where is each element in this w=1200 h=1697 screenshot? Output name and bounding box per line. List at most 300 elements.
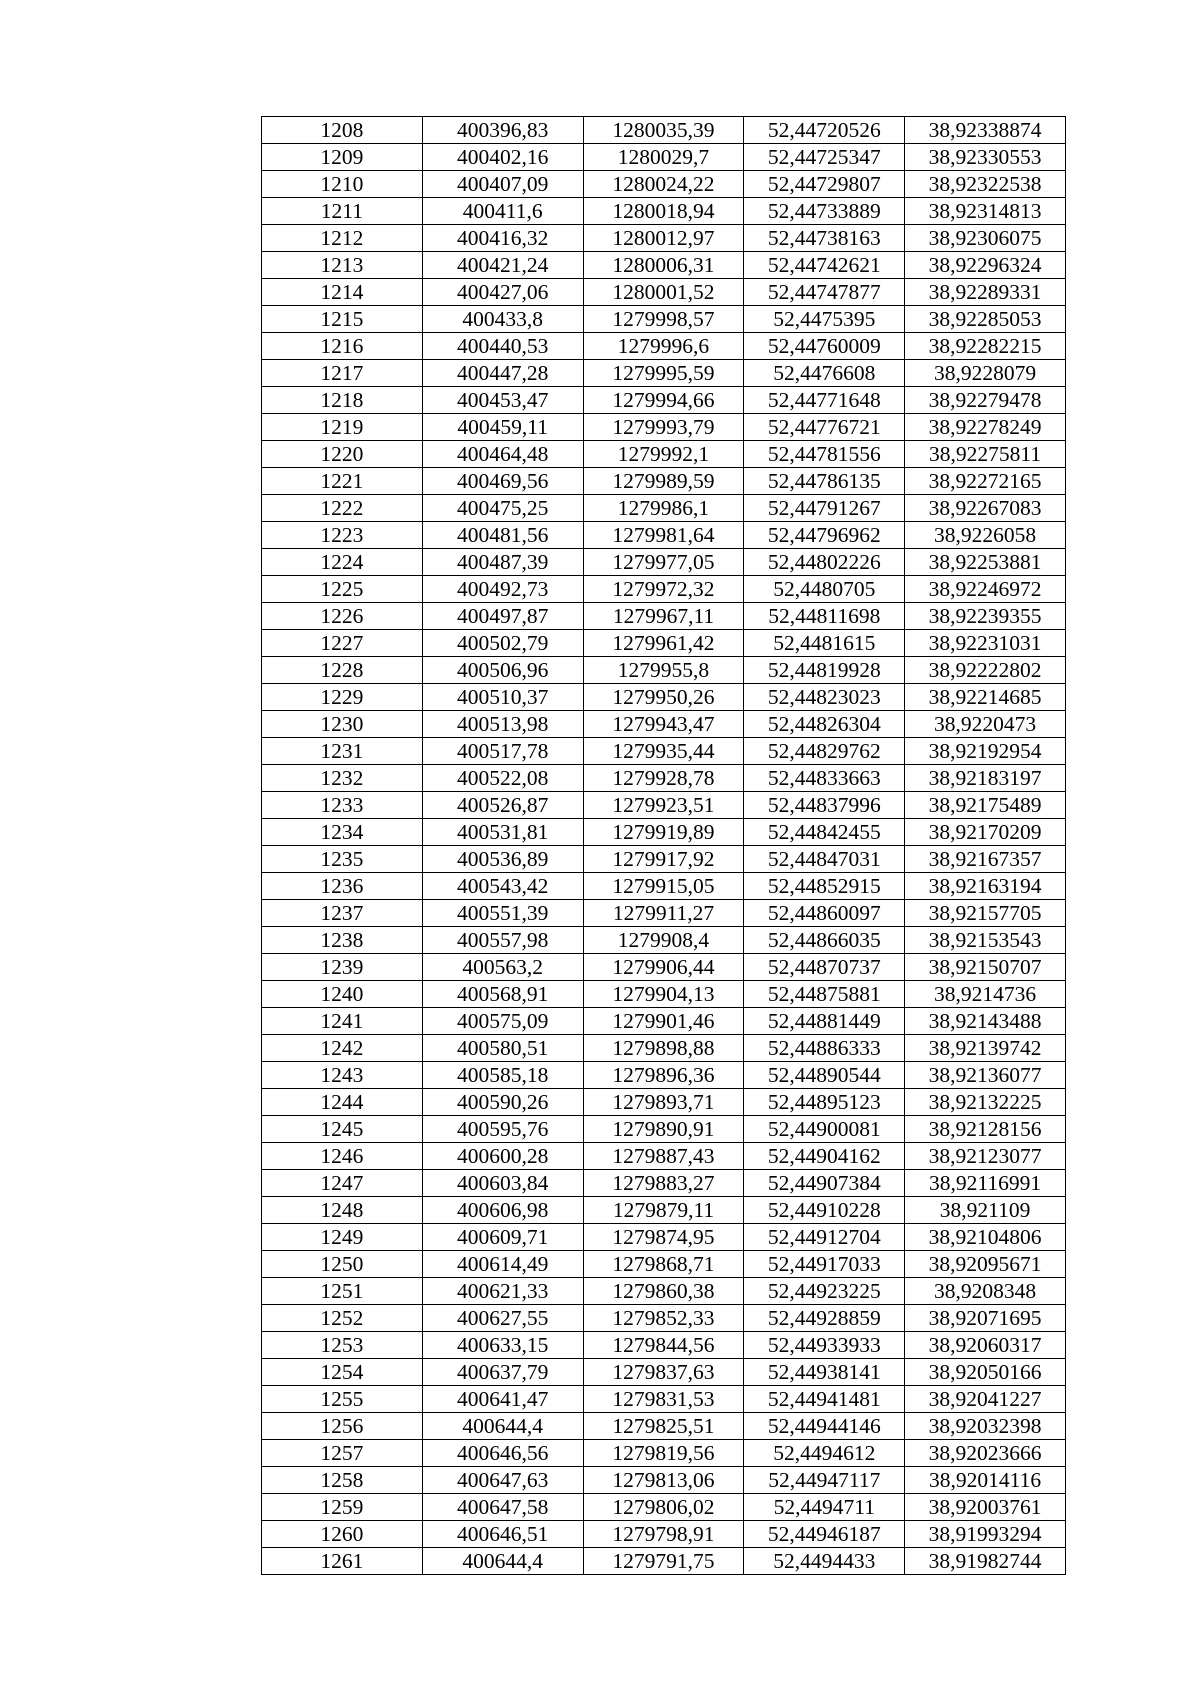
- point-number-cell: 1235: [262, 846, 423, 873]
- longitude-cell: 38,92060317: [905, 1332, 1066, 1359]
- latitude-cell: 52,44890544: [744, 1062, 905, 1089]
- point-number-cell: 1251: [262, 1278, 423, 1305]
- point-number-cell: 1215: [262, 306, 423, 333]
- longitude-cell: 38,92175489: [905, 792, 1066, 819]
- point-number-cell: 1259: [262, 1494, 423, 1521]
- latitude-cell: 52,44776721: [744, 414, 905, 441]
- x-coordinate-cell: 400568,91: [422, 981, 583, 1008]
- latitude-cell: 52,44842455: [744, 819, 905, 846]
- point-number-cell: 1239: [262, 954, 423, 981]
- point-number-cell: 1213: [262, 252, 423, 279]
- latitude-cell: 52,44946187: [744, 1521, 905, 1548]
- table-row: [262, 765, 1066, 792]
- latitude-cell: 52,44826304: [744, 711, 905, 738]
- longitude-cell: 38,92272165: [905, 468, 1066, 495]
- latitude-cell: 52,44917033: [744, 1251, 905, 1278]
- latitude-cell: 52,44860097: [744, 900, 905, 927]
- latitude-cell: 52,44875881: [744, 981, 905, 1008]
- point-number-cell: 1248: [262, 1197, 423, 1224]
- longitude-cell: 38,92275811: [905, 441, 1066, 468]
- table-row: [262, 198, 1066, 225]
- y-coordinate-cell: 1280012,97: [583, 225, 744, 252]
- x-coordinate-cell: 400510,37: [422, 684, 583, 711]
- point-number-cell: 1249: [262, 1224, 423, 1251]
- point-number-cell: 1250: [262, 1251, 423, 1278]
- x-coordinate-cell: 400517,78: [422, 738, 583, 765]
- latitude-cell: 52,44781556: [744, 441, 905, 468]
- latitude-cell: 52,44760009: [744, 333, 905, 360]
- x-coordinate-cell: 400513,98: [422, 711, 583, 738]
- point-number-cell: 1214: [262, 279, 423, 306]
- longitude-cell: 38,92306075: [905, 225, 1066, 252]
- longitude-cell: 38,91982744: [905, 1548, 1066, 1575]
- table-row: [262, 117, 1066, 144]
- x-coordinate-cell: 400627,55: [422, 1305, 583, 1332]
- latitude-cell: 52,44928859: [744, 1305, 905, 1332]
- x-coordinate-cell: 400641,47: [422, 1386, 583, 1413]
- x-coordinate-cell: 400464,48: [422, 441, 583, 468]
- x-coordinate-cell: 400492,73: [422, 576, 583, 603]
- table-row: [262, 1494, 1066, 1521]
- y-coordinate-cell: 1279967,11: [583, 603, 744, 630]
- table-row: [262, 1143, 1066, 1170]
- point-number-cell: 1253: [262, 1332, 423, 1359]
- table-row: [262, 1197, 1066, 1224]
- table-row: [262, 468, 1066, 495]
- longitude-cell: 38,92322538: [905, 171, 1066, 198]
- latitude-cell: 52,44933933: [744, 1332, 905, 1359]
- x-coordinate-cell: 400557,98: [422, 927, 583, 954]
- latitude-cell: 52,44833663: [744, 765, 905, 792]
- latitude-cell: 52,44941481: [744, 1386, 905, 1413]
- x-coordinate-cell: 400459,11: [422, 414, 583, 441]
- longitude-cell: 38,92014116: [905, 1467, 1066, 1494]
- longitude-cell: 38,9208348: [905, 1278, 1066, 1305]
- longitude-cell: 38,92314813: [905, 198, 1066, 225]
- latitude-cell: 52,44837996: [744, 792, 905, 819]
- y-coordinate-cell: 1279860,38: [583, 1278, 744, 1305]
- x-coordinate-cell: 400563,2: [422, 954, 583, 981]
- longitude-cell: 38,92279478: [905, 387, 1066, 414]
- point-number-cell: 1231: [262, 738, 423, 765]
- x-coordinate-cell: 400647,63: [422, 1467, 583, 1494]
- point-number-cell: 1209: [262, 144, 423, 171]
- point-number-cell: 1226: [262, 603, 423, 630]
- x-coordinate-cell: 400637,79: [422, 1359, 583, 1386]
- latitude-cell: 52,4494711: [744, 1494, 905, 1521]
- latitude-cell: 52,44771648: [744, 387, 905, 414]
- table-row: [262, 387, 1066, 414]
- y-coordinate-cell: 1279996,6: [583, 333, 744, 360]
- latitude-cell: 52,4476608: [744, 360, 905, 387]
- table-row: [262, 900, 1066, 927]
- y-coordinate-cell: 1279977,05: [583, 549, 744, 576]
- point-number-cell: 1229: [262, 684, 423, 711]
- x-coordinate-cell: 400590,26: [422, 1089, 583, 1116]
- table-row: [262, 684, 1066, 711]
- table-row: [262, 549, 1066, 576]
- longitude-cell: 38,92267083: [905, 495, 1066, 522]
- y-coordinate-cell: 1279890,91: [583, 1116, 744, 1143]
- latitude-cell: 52,44829762: [744, 738, 905, 765]
- point-number-cell: 1224: [262, 549, 423, 576]
- longitude-cell: 38,92282215: [905, 333, 1066, 360]
- y-coordinate-cell: 1279798,91: [583, 1521, 744, 1548]
- y-coordinate-cell: 1280006,31: [583, 252, 744, 279]
- y-coordinate-cell: 1279923,51: [583, 792, 744, 819]
- latitude-cell: 52,44923225: [744, 1278, 905, 1305]
- x-coordinate-cell: 400614,49: [422, 1251, 583, 1278]
- longitude-cell: 38,92163194: [905, 873, 1066, 900]
- point-number-cell: 1256: [262, 1413, 423, 1440]
- table-row: [262, 171, 1066, 198]
- table-row: [262, 1089, 1066, 1116]
- longitude-cell: 38,92239355: [905, 603, 1066, 630]
- point-number-cell: 1257: [262, 1440, 423, 1467]
- x-coordinate-cell: 400522,08: [422, 765, 583, 792]
- x-coordinate-cell: 400644,4: [422, 1548, 583, 1575]
- table-row: [262, 1386, 1066, 1413]
- y-coordinate-cell: 1279893,71: [583, 1089, 744, 1116]
- point-number-cell: 1247: [262, 1170, 423, 1197]
- x-coordinate-cell: 400606,98: [422, 1197, 583, 1224]
- latitude-cell: 52,44811698: [744, 603, 905, 630]
- x-coordinate-cell: 400575,09: [422, 1008, 583, 1035]
- longitude-cell: 38,92157705: [905, 900, 1066, 927]
- table-row: [262, 630, 1066, 657]
- longitude-cell: 38,9228079: [905, 360, 1066, 387]
- table-row: [262, 711, 1066, 738]
- longitude-cell: 38,92050166: [905, 1359, 1066, 1386]
- longitude-cell: 38,92253881: [905, 549, 1066, 576]
- latitude-cell: 52,4480705: [744, 576, 905, 603]
- table-row: [262, 792, 1066, 819]
- longitude-cell: 38,92285053: [905, 306, 1066, 333]
- table-row: [262, 1008, 1066, 1035]
- longitude-cell: 38,92032398: [905, 1413, 1066, 1440]
- point-number-cell: 1252: [262, 1305, 423, 1332]
- y-coordinate-cell: 1279879,11: [583, 1197, 744, 1224]
- y-coordinate-cell: 1279874,95: [583, 1224, 744, 1251]
- longitude-cell: 38,92222802: [905, 657, 1066, 684]
- point-number-cell: 1212: [262, 225, 423, 252]
- y-coordinate-cell: 1279992,1: [583, 441, 744, 468]
- x-coordinate-cell: 400526,87: [422, 792, 583, 819]
- y-coordinate-cell: 1279852,33: [583, 1305, 744, 1332]
- longitude-cell: 38,92153543: [905, 927, 1066, 954]
- x-coordinate-cell: 400531,81: [422, 819, 583, 846]
- longitude-cell: 38,92167357: [905, 846, 1066, 873]
- x-coordinate-cell: 400396,83: [422, 117, 583, 144]
- table-row: [262, 1251, 1066, 1278]
- latitude-cell: 52,4494612: [744, 1440, 905, 1467]
- latitude-cell: 52,44866035: [744, 927, 905, 954]
- longitude-cell: 38,92139742: [905, 1035, 1066, 1062]
- y-coordinate-cell: 1280029,7: [583, 144, 744, 171]
- point-number-cell: 1242: [262, 1035, 423, 1062]
- table-row: [262, 1116, 1066, 1143]
- table-row: [262, 252, 1066, 279]
- x-coordinate-cell: 400469,56: [422, 468, 583, 495]
- point-number-cell: 1241: [262, 1008, 423, 1035]
- x-coordinate-cell: 400427,06: [422, 279, 583, 306]
- table-row: [262, 306, 1066, 333]
- longitude-cell: 38,92143488: [905, 1008, 1066, 1035]
- y-coordinate-cell: 1279883,27: [583, 1170, 744, 1197]
- point-number-cell: 1261: [262, 1548, 423, 1575]
- latitude-cell: 52,44852915: [744, 873, 905, 900]
- x-coordinate-cell: 400580,51: [422, 1035, 583, 1062]
- y-coordinate-cell: 1279898,88: [583, 1035, 744, 1062]
- latitude-cell: 52,44725347: [744, 144, 905, 171]
- latitude-cell: 52,44900081: [744, 1116, 905, 1143]
- x-coordinate-cell: 400585,18: [422, 1062, 583, 1089]
- y-coordinate-cell: 1280035,39: [583, 117, 744, 144]
- longitude-cell: 38,92095671: [905, 1251, 1066, 1278]
- latitude-cell: 52,44796962: [744, 522, 905, 549]
- table-row: [262, 1062, 1066, 1089]
- latitude-cell: 52,44802226: [744, 549, 905, 576]
- point-number-cell: 1230: [262, 711, 423, 738]
- point-number-cell: 1217: [262, 360, 423, 387]
- x-coordinate-cell: 400621,33: [422, 1278, 583, 1305]
- point-number-cell: 1233: [262, 792, 423, 819]
- y-coordinate-cell: 1279791,75: [583, 1548, 744, 1575]
- longitude-cell: 38,92192954: [905, 738, 1066, 765]
- latitude-cell: 52,4494433: [744, 1548, 905, 1575]
- latitude-cell: 52,44720526: [744, 117, 905, 144]
- table-row: [262, 1170, 1066, 1197]
- point-number-cell: 1254: [262, 1359, 423, 1386]
- y-coordinate-cell: 1279955,8: [583, 657, 744, 684]
- latitude-cell: 52,44847031: [744, 846, 905, 873]
- y-coordinate-cell: 1279993,79: [583, 414, 744, 441]
- x-coordinate-cell: 400475,25: [422, 495, 583, 522]
- y-coordinate-cell: 1279908,4: [583, 927, 744, 954]
- latitude-cell: 52,44912704: [744, 1224, 905, 1251]
- longitude-cell: 38,92246972: [905, 576, 1066, 603]
- y-coordinate-cell: 1279911,27: [583, 900, 744, 927]
- longitude-cell: 38,92071695: [905, 1305, 1066, 1332]
- y-coordinate-cell: 1279935,44: [583, 738, 744, 765]
- latitude-cell: 52,44870737: [744, 954, 905, 981]
- table-row: [262, 1359, 1066, 1386]
- longitude-cell: 38,92003761: [905, 1494, 1066, 1521]
- table-row: [262, 279, 1066, 306]
- y-coordinate-cell: 1279950,26: [583, 684, 744, 711]
- y-coordinate-cell: 1280024,22: [583, 171, 744, 198]
- x-coordinate-cell: 400497,87: [422, 603, 583, 630]
- latitude-cell: 52,44886333: [744, 1035, 905, 1062]
- y-coordinate-cell: 1279961,42: [583, 630, 744, 657]
- latitude-cell: 52,44944146: [744, 1413, 905, 1440]
- table-row: [262, 1521, 1066, 1548]
- longitude-cell: 38,92104806: [905, 1224, 1066, 1251]
- point-number-cell: 1218: [262, 387, 423, 414]
- point-number-cell: 1244: [262, 1089, 423, 1116]
- x-coordinate-cell: 400551,39: [422, 900, 583, 927]
- y-coordinate-cell: 1279915,05: [583, 873, 744, 900]
- table-row: [262, 414, 1066, 441]
- table-row: [262, 1278, 1066, 1305]
- longitude-cell: 38,921109: [905, 1197, 1066, 1224]
- y-coordinate-cell: 1279901,46: [583, 1008, 744, 1035]
- point-number-cell: 1258: [262, 1467, 423, 1494]
- y-coordinate-cell: 1279813,06: [583, 1467, 744, 1494]
- latitude-cell: 52,44938141: [744, 1359, 905, 1386]
- table-row: [262, 1305, 1066, 1332]
- y-coordinate-cell: 1279917,92: [583, 846, 744, 873]
- latitude-cell: 52,44910228: [744, 1197, 905, 1224]
- x-coordinate-cell: 400453,47: [422, 387, 583, 414]
- y-coordinate-cell: 1279825,51: [583, 1413, 744, 1440]
- table-row: [262, 738, 1066, 765]
- longitude-cell: 38,91993294: [905, 1521, 1066, 1548]
- point-number-cell: 1219: [262, 414, 423, 441]
- point-number-cell: 1210: [262, 171, 423, 198]
- longitude-cell: 38,9220473: [905, 711, 1066, 738]
- point-number-cell: 1260: [262, 1521, 423, 1548]
- latitude-cell: 52,44907384: [744, 1170, 905, 1197]
- table-row: [262, 333, 1066, 360]
- longitude-cell: 38,92330553: [905, 144, 1066, 171]
- latitude-cell: 52,44881449: [744, 1008, 905, 1035]
- x-coordinate-cell: 400646,56: [422, 1440, 583, 1467]
- longitude-cell: 38,92289331: [905, 279, 1066, 306]
- x-coordinate-cell: 400421,24: [422, 252, 583, 279]
- table-row: [262, 576, 1066, 603]
- latitude-cell: 52,44747877: [744, 279, 905, 306]
- x-coordinate-cell: 400595,76: [422, 1116, 583, 1143]
- latitude-cell: 52,44729807: [744, 171, 905, 198]
- table-row: [262, 522, 1066, 549]
- coordinates-table-body: [262, 117, 1066, 1575]
- longitude-cell: 38,92278249: [905, 414, 1066, 441]
- point-number-cell: 1234: [262, 819, 423, 846]
- table-row: [262, 657, 1066, 684]
- latitude-cell: 52,44791267: [744, 495, 905, 522]
- latitude-cell: 52,44904162: [744, 1143, 905, 1170]
- table-row: [262, 1413, 1066, 1440]
- x-coordinate-cell: 400647,58: [422, 1494, 583, 1521]
- point-number-cell: 1221: [262, 468, 423, 495]
- x-coordinate-cell: 400440,53: [422, 333, 583, 360]
- table-row: [262, 1035, 1066, 1062]
- y-coordinate-cell: 1279981,64: [583, 522, 744, 549]
- x-coordinate-cell: 400536,89: [422, 846, 583, 873]
- longitude-cell: 38,92136077: [905, 1062, 1066, 1089]
- longitude-cell: 38,92023666: [905, 1440, 1066, 1467]
- x-coordinate-cell: 400600,28: [422, 1143, 583, 1170]
- table-row: [262, 360, 1066, 387]
- longitude-cell: 38,92041227: [905, 1386, 1066, 1413]
- latitude-cell: 52,44895123: [744, 1089, 905, 1116]
- point-number-cell: 1238: [262, 927, 423, 954]
- point-number-cell: 1208: [262, 117, 423, 144]
- table-row: [262, 144, 1066, 171]
- latitude-cell: 52,4481615: [744, 630, 905, 657]
- point-number-cell: 1246: [262, 1143, 423, 1170]
- y-coordinate-cell: 1279831,53: [583, 1386, 744, 1413]
- point-number-cell: 1237: [262, 900, 423, 927]
- y-coordinate-cell: 1279998,57: [583, 306, 744, 333]
- y-coordinate-cell: 1279887,43: [583, 1143, 744, 1170]
- y-coordinate-cell: 1279868,71: [583, 1251, 744, 1278]
- point-number-cell: 1243: [262, 1062, 423, 1089]
- latitude-cell: 52,44742621: [744, 252, 905, 279]
- x-coordinate-cell: 400433,8: [422, 306, 583, 333]
- point-number-cell: 1216: [262, 333, 423, 360]
- table-row: [262, 225, 1066, 252]
- point-number-cell: 1232: [262, 765, 423, 792]
- point-number-cell: 1255: [262, 1386, 423, 1413]
- table-row: [262, 1224, 1066, 1251]
- x-coordinate-cell: 400416,32: [422, 225, 583, 252]
- coordinates-table: [261, 116, 1066, 1575]
- y-coordinate-cell: 1279943,47: [583, 711, 744, 738]
- x-coordinate-cell: 400646,51: [422, 1521, 583, 1548]
- y-coordinate-cell: 1279906,44: [583, 954, 744, 981]
- longitude-cell: 38,92214685: [905, 684, 1066, 711]
- table-row: [262, 846, 1066, 873]
- longitude-cell: 38,92170209: [905, 819, 1066, 846]
- y-coordinate-cell: 1279904,13: [583, 981, 744, 1008]
- y-coordinate-cell: 1279844,56: [583, 1332, 744, 1359]
- latitude-cell: 52,4475395: [744, 306, 905, 333]
- y-coordinate-cell: 1279819,56: [583, 1440, 744, 1467]
- point-number-cell: 1227: [262, 630, 423, 657]
- longitude-cell: 38,92123077: [905, 1143, 1066, 1170]
- table-row: [262, 495, 1066, 522]
- longitude-cell: 38,92296324: [905, 252, 1066, 279]
- point-number-cell: 1240: [262, 981, 423, 1008]
- latitude-cell: 52,44819928: [744, 657, 905, 684]
- y-coordinate-cell: 1280018,94: [583, 198, 744, 225]
- table-row: [262, 441, 1066, 468]
- longitude-cell: 38,92183197: [905, 765, 1066, 792]
- table-row: [262, 981, 1066, 1008]
- table-row: [262, 927, 1066, 954]
- x-coordinate-cell: 400603,84: [422, 1170, 583, 1197]
- x-coordinate-cell: 400487,39: [422, 549, 583, 576]
- table-row: [262, 603, 1066, 630]
- longitude-cell: 38,92128156: [905, 1116, 1066, 1143]
- point-number-cell: 1222: [262, 495, 423, 522]
- x-coordinate-cell: 400609,71: [422, 1224, 583, 1251]
- latitude-cell: 52,44823023: [744, 684, 905, 711]
- y-coordinate-cell: 1279919,89: [583, 819, 744, 846]
- table-row: [262, 1548, 1066, 1575]
- point-number-cell: 1211: [262, 198, 423, 225]
- longitude-cell: 38,92338874: [905, 117, 1066, 144]
- x-coordinate-cell: 400543,42: [422, 873, 583, 900]
- y-coordinate-cell: 1279806,02: [583, 1494, 744, 1521]
- table-row: [262, 819, 1066, 846]
- table-row: [262, 954, 1066, 981]
- x-coordinate-cell: 400506,96: [422, 657, 583, 684]
- x-coordinate-cell: 400447,28: [422, 360, 583, 387]
- y-coordinate-cell: 1279837,63: [583, 1359, 744, 1386]
- x-coordinate-cell: 400402,16: [422, 144, 583, 171]
- point-number-cell: 1225: [262, 576, 423, 603]
- y-coordinate-cell: 1279995,59: [583, 360, 744, 387]
- y-coordinate-cell: 1279928,78: [583, 765, 744, 792]
- table-row: [262, 1467, 1066, 1494]
- longitude-cell: 38,92150707: [905, 954, 1066, 981]
- point-number-cell: 1245: [262, 1116, 423, 1143]
- y-coordinate-cell: 1279896,36: [583, 1062, 744, 1089]
- y-coordinate-cell: 1280001,52: [583, 279, 744, 306]
